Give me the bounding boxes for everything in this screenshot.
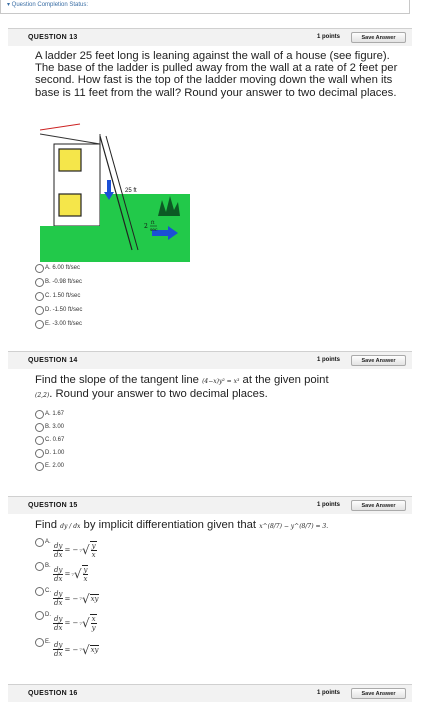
status-label: ▾ Question Completion Status: (7, 2, 89, 8)
question-14-text: Find the slope of the tangent line (4−x)y² = x³ at the given point (2,2). Round your answer to two decimal places. (35, 374, 329, 401)
question-title: QUESTION 13 (28, 34, 78, 41)
radio-button[interactable] (35, 562, 44, 571)
save-answer-button[interactable]: Save Answer (351, 688, 406, 699)
radio-button[interactable] (35, 449, 44, 458)
equation: (4−x)y² = x³ (202, 378, 240, 385)
question-15-text: Find dy / dx by implicit differentiation given that x^(8/7) − y^(8/7) = 3. (35, 519, 329, 531)
radio-button[interactable] (35, 538, 44, 547)
ladder-figure (40, 122, 190, 262)
rate-unit-num: ft (151, 221, 155, 226)
question-title: QUESTION 15 (28, 502, 78, 509)
question-13-text: A ladder 25 feet long is leaning against the wall of a house (see figure). The base of the ladder is pulled away from the wall at a rate of 2 feet per second. How fast is the top of the ladder moving down the wall when its base is 11 feet from the wall? Round your answer to two decimal places. (35, 50, 398, 99)
question-15-header (8, 496, 412, 514)
rate-number: 2 (144, 223, 148, 230)
question-title: QUESTION 14 (28, 357, 78, 364)
radio-button[interactable] (35, 306, 44, 315)
dy-dx: dy / dx (60, 523, 81, 530)
save-answer-button[interactable]: Save Answer (351, 500, 406, 511)
point: (2,2) (35, 392, 50, 400)
question-title: QUESTION 16 (28, 690, 78, 697)
radio-button[interactable] (35, 278, 44, 287)
points-label: 1 points (317, 34, 341, 40)
radio-button[interactable] (35, 320, 44, 329)
radio-button[interactable] (35, 638, 44, 647)
radio-button[interactable] (35, 264, 44, 273)
question-14-header (8, 351, 412, 369)
radio-button[interactable] (35, 292, 44, 301)
question-completion-status[interactable] (0, 0, 410, 14)
points-label: 1 points (317, 357, 341, 363)
radio-button[interactable] (35, 423, 44, 432)
radio-button[interactable] (35, 410, 44, 419)
save-answer-button[interactable]: Save Answer (351, 355, 406, 366)
radio-button[interactable] (35, 611, 44, 620)
rate-unit-den: sec (150, 228, 158, 233)
radio-button[interactable] (35, 587, 44, 596)
radio-button[interactable] (35, 436, 44, 445)
save-answer-button[interactable]: Save Answer (351, 32, 406, 43)
ladder-length-label: 25 ft (125, 188, 137, 194)
question-16-header (8, 684, 412, 702)
equation: x^(8/7) − y^(8/7) = 3. (259, 523, 329, 530)
points-label: 1 points (317, 690, 341, 696)
points-label: 1 points (317, 502, 341, 508)
radio-button[interactable] (35, 462, 44, 471)
question-13-header (8, 28, 412, 46)
